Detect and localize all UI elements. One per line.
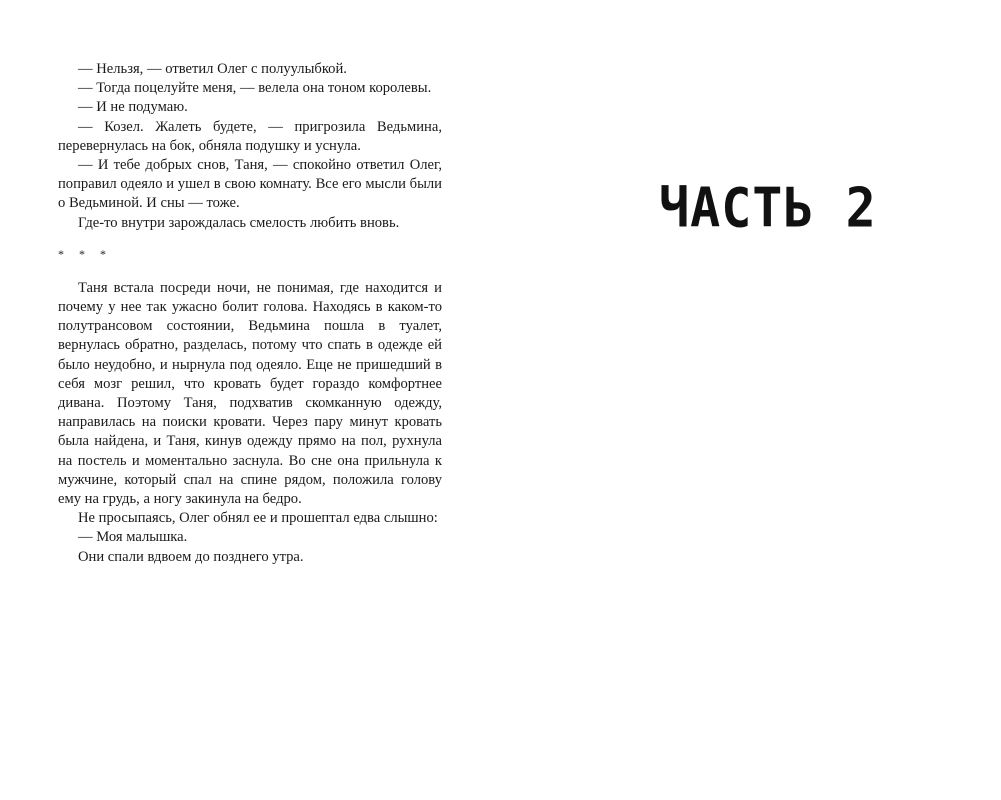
paragraph: Таня встала посреди ночи, не понимая, где находится и почему у нее так ужасно болит голова. Находясь в каком-то полутрансовом состоянии, Ведьмина пошла в туалет, вернулась обратно, разделась, потому что спать в одежде ей было неудобно, и нырнула под одеяло. Еще не пришедший в себя мозг решил, что кровать будет гораздо комфортнее дивана. Поэтому Таня, подхватив скомканную одежду, направилась на поиски кровати. Через пару минут кровать была найдена, и Таня, кинув одежду прямо на пол, рухнула на постель и моментально заснула. Во сне она прильнула к мужчине, который спал на спине рядом, положила голову ему на грудь, а ногу закинула на бедро. <box>58 279 442 508</box>
paragraph: Где-то внутри зарождалась смелость любить вновь. <box>78 214 400 231</box>
part-title: ЧАСТЬ 2 <box>659 176 877 240</box>
paragraph: Они спали вдвоем до позднего утра. <box>78 548 304 565</box>
paragraph: Не просыпаясь, Олег обнял ее и прошептал едва слышно: <box>78 510 438 527</box>
paragraph: — И тебе добрых снов, Таня, — спокойно ответил Олег, поправил одеяло и ушел в свою комнату. Все его мысли были о Ведьминой. И сны — тоже. <box>58 157 442 212</box>
paragraph: — Моя малышка. <box>78 529 188 546</box>
paragraph: — Козел. Жалеть будете, — пригрозила Ведьмина, перевернулась на бок, обняла подушку и уснула. <box>58 118 442 154</box>
paragraph: — Тогда поцелуйте меня, — велела она тоном королевы. <box>78 80 432 97</box>
section-separator: * * * <box>58 246 112 261</box>
right-page <box>501 0 1001 800</box>
paragraph: — И не подумаю. <box>78 99 188 116</box>
paragraph: — Нельзя, — ответил Олег с полуулыбкой. <box>78 61 347 77</box>
left-page <box>58 60 442 567</box>
